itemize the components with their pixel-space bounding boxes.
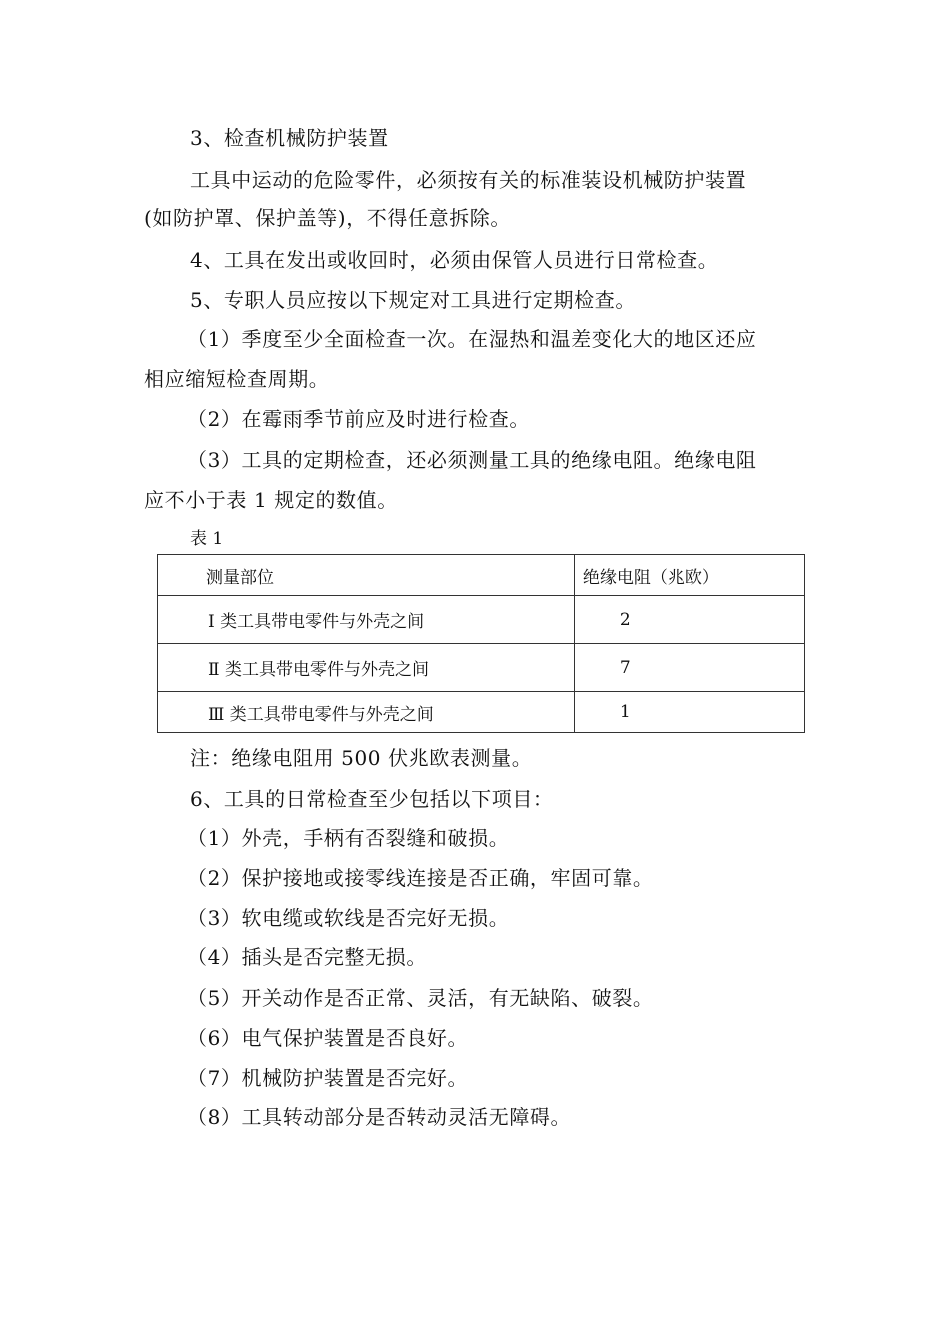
table-row [158,644,805,692]
table-note: 注：绝缘电阻用 500 伏兆欧表测量。 [190,746,533,770]
table-cell: Ⅱ 类工具带电零件与外壳之间 [158,644,575,692]
list-item: （2）保护接地或接零线连接是否正确，牢固可靠。 [187,866,654,890]
section-4-text: 4、工具在发出或收回时，必须由保管人员进行日常检查。 [190,248,719,272]
list-item: （8）工具转动部分是否转动灵活无障碍。 [187,1105,572,1129]
table-header-row [158,555,805,596]
section-5-item-2: （2）在霉雨季节前应及时进行检查。 [187,407,530,431]
section-6-heading: 6、工具的日常检查至少包括以下项目： [190,787,554,811]
section-3-heading: 3、检查机械防护装置 [190,126,389,150]
table-row [158,596,805,644]
section-5-item-3-line-2: 应不小于表 1 规定的数值。 [144,488,398,512]
insulation-resistance-table [157,554,805,733]
section-5-item-3-line-1: （3）工具的定期检查，还必须测量工具的绝缘电阻。绝缘电阻 [187,448,757,472]
section-5-heading: 5、专职人员应按以下规定对工具进行定期检查。 [190,288,636,312]
list-item: （7）机械防护装置是否完好。 [187,1066,469,1090]
list-item: （5）开关动作是否正常、灵活，有无缺陷、破裂。 [187,986,654,1010]
table-row [158,692,805,733]
table-cell: Ⅰ 类工具带电零件与外壳之间 [158,596,575,644]
list-item: （6）电气保护装置是否良好。 [187,1026,469,1050]
list-item: （1）外壳，手柄有否裂缝和破损。 [187,826,510,850]
table-cell: Ⅲ 类工具带电零件与外壳之间 [158,692,575,733]
table-header-cell: 绝缘电阻（兆欧） [574,555,804,596]
section-5-item-1-line-1: （1）季度至少全面检查一次。在湿热和温差变化大的地区还应 [187,327,757,351]
table-cell: 7 [574,644,804,692]
table-header-cell: 测量部位 [158,555,575,596]
list-item: （3）软电缆或软线是否完好无损。 [187,906,510,930]
table-cell: 2 [574,596,804,644]
section-3-body-line-2: (如防护罩、保护盖等)，不得任意拆除。 [144,206,512,230]
section-5-item-1-line-2: 相应缩短检查周期。 [144,367,330,391]
table-cell: 1 [574,692,804,733]
list-item: （4）插头是否完整无损。 [187,945,427,969]
table-caption: 表 1 [190,529,224,549]
section-3-body-line-1: 工具中运动的危险零件，必须按有关的标准装设机械防护装置 [190,168,747,192]
